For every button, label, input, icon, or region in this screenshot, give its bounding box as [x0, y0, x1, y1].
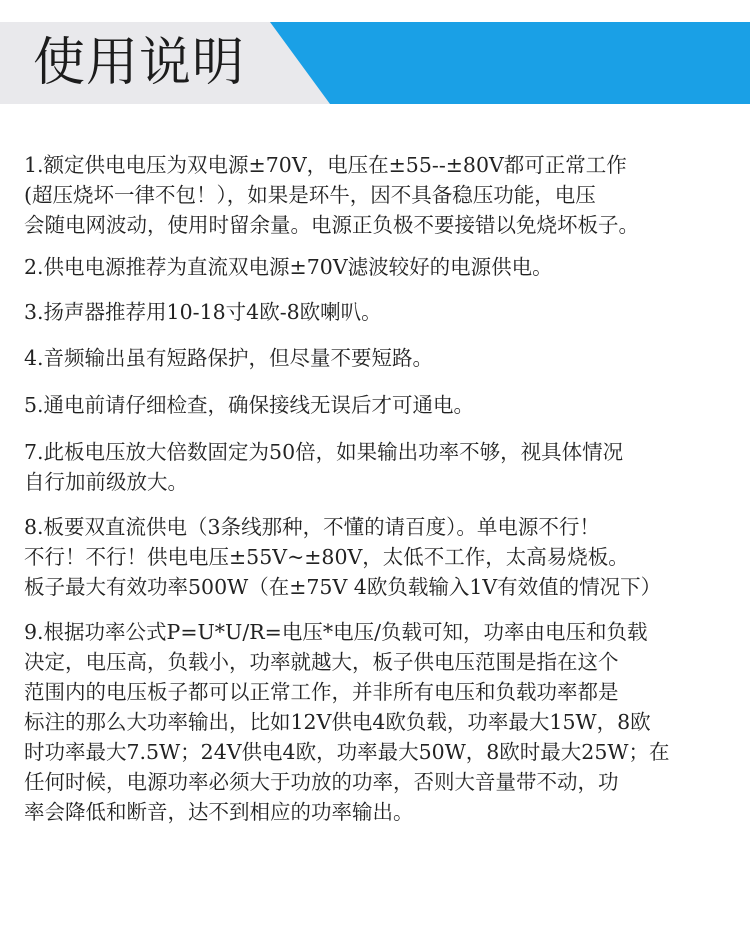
instruction-item-5: 5.通电前请仔细检查，确保接线无误后才可通电。	[24, 393, 475, 417]
instruction-item-8: 8.板要双直流供电（3条线那种，不懂的请百度）。单电源不行！ 不行！不行！供电电压±55V~±80V，太低不工作，太高易烧板。 板子最大有效功率500W（在±75V 4欧负载输入1V有效值的情况下）	[24, 515, 662, 599]
instruction-item-3: 3.扬声器推荐用10-18寸4欧-8欧喇叭。	[24, 300, 382, 324]
instruction-item-1: 1.额定供电电压为双电源±70V，电压在±55--±80V都可正常工作 (超压烧坏一律不包！），如果是环牛，因不具备稳压功能，电压 会随电网波动，使用时留余量。电源正负极不要接错以免烧坏板子。	[24, 153, 639, 237]
page-title: 使用说明	[33, 33, 246, 93]
header-banner	[0, 22, 750, 104]
instructions-body	[24, 150, 736, 827]
instruction-item-4: 4.音频输出虽有短路保护，但尽量不要短路。	[24, 346, 434, 370]
instruction-item-2: 2.供电电源推荐为直流双电源±70V滤波较好的电源供电。	[24, 255, 553, 279]
instruction-item-9: 9.根据功率公式P=U*U/R=电压*电压/负载可知，功率由电压和负载 决定，电压高，负载小，功率就越大，板子供电压范围是指在这个 范围内的电压板子都可以正常工作，并非所有电压和负载功率都是 标注的那么大功率输出，比如12V供电4欧负载，功率最大15W，8欧 时功率最大7.5W；24V供电4欧，功率最大50W，8欧时最大25W；在 任何时候，电源功率必须大于功放的功率，否则大音量带不动，功 率会降低和断音，达不到相应的功率输出。	[24, 620, 670, 824]
instruction-item-7: 7.此板电压放大倍数固定为50倍，如果输出功率不够，视具体情况 自行加前级放大。	[24, 440, 624, 494]
